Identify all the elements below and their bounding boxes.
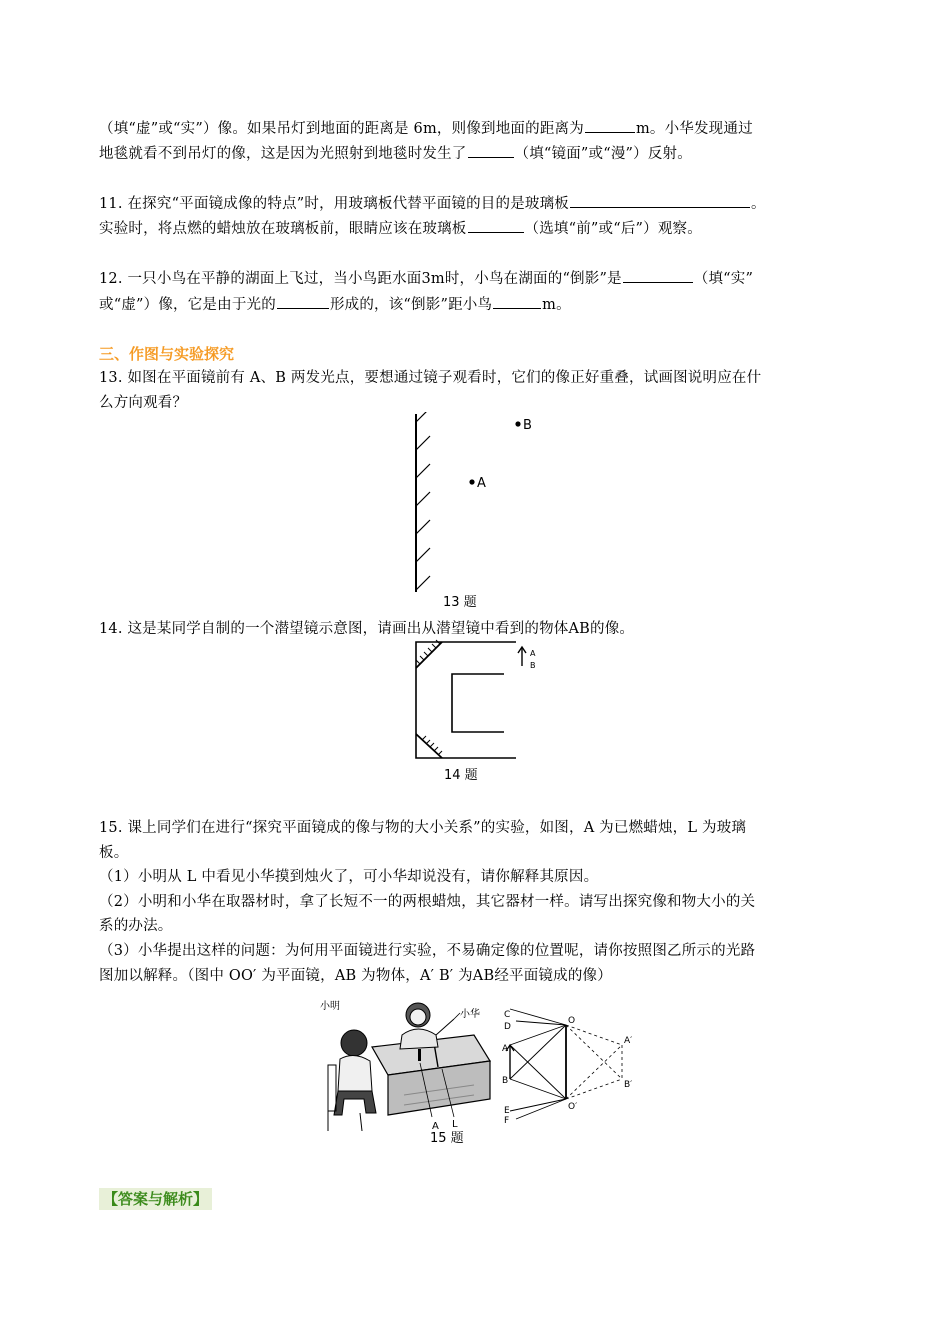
- q15-ray-f: F: [504, 1116, 510, 1125]
- q10-blank-reflection[interactable]: [468, 143, 514, 158]
- q12-blank-type[interactable]: [623, 268, 693, 283]
- section-title: 三、作图与实验探究: [99, 345, 235, 363]
- q15-label-xiaoming: 小明: [320, 1001, 340, 1012]
- q13-figure: [395, 412, 555, 612]
- q11-blank-purpose[interactable]: [570, 193, 750, 208]
- q15-line3: （1）小明从 L 中看见小华摸到烛火了，可小华却说没有，请你解释其原因。: [99, 869, 599, 885]
- q12-line2: 或“虚”）像，它是由于光的 形成的，该“倒影”距小鸟 m。: [99, 294, 571, 315]
- q14-label-a: A: [530, 649, 536, 658]
- q15-obj-a: A: [502, 1044, 509, 1054]
- q11-line2: 实验时，将点燃的蜡烛放在玻璃板前，眼睛应该在玻璃板 （选填“前”或“后”）观察。: [99, 218, 702, 239]
- q12-blank-distance[interactable]: [493, 294, 541, 309]
- q13-label-b: B: [523, 418, 532, 433]
- q15-xiaoming-body: [338, 1055, 372, 1091]
- q14-line1: 14. 这是某同学自制的一个潜望镜示意图，请画出从潜望镜中看到的物体AB的像。: [99, 621, 635, 637]
- q15-ray-c: C: [504, 1010, 511, 1020]
- q15-label-xiaohua: 小华: [460, 1009, 480, 1020]
- q13-caption: 13 题: [443, 595, 477, 610]
- q14-inner-tube: [452, 674, 504, 732]
- q12-line1: 12. 一只小鸟在平静的湖面上飞过，当小鸟距水面3m时，小鸟在湖面的“倒影”是 （填“实”: [99, 268, 753, 289]
- q14-caption: 14 题: [444, 768, 478, 783]
- q15-obj-b: B: [502, 1076, 509, 1086]
- q14-outer-tube: [416, 642, 516, 758]
- q15-label-l: L: [452, 1119, 458, 1130]
- q14-top-mirror-hatching: [416, 640, 440, 664]
- q15-xiaohua-body: [400, 1029, 438, 1049]
- q15-chair: [328, 1065, 336, 1111]
- q15-img-a: A′: [624, 1036, 633, 1046]
- q15-line1: 15. 课上同学们在进行“探究平面镜成的像与物的大小关系”的实验，如图，A 为已燃蜡烛，L 为玻璃: [99, 820, 747, 836]
- answer-section-title: 【答案与解析】: [99, 1188, 212, 1210]
- q10-blank-distance[interactable]: [585, 118, 635, 133]
- q15-line4: （2）小明和小华在取器材时，拿了长短不一的两根蜡烛，其它器材一样。请写出探究像和物大小的关: [99, 894, 756, 910]
- q15-line5: 系的办法。: [99, 918, 173, 934]
- q13-line2: 么方向观看？: [99, 395, 188, 411]
- q15-ray-diagram: [496, 1007, 646, 1125]
- q15-line7: 图加以解释。（图中 OO′ 为平面镜，AB 为物体，A′ B′ 为AB经平面镜成的像）: [99, 968, 612, 984]
- q13-point-a: [469, 479, 474, 484]
- q15-virtual-rays: [566, 1025, 622, 1099]
- q13-mirror-hatching: [416, 412, 430, 590]
- q10-line1: （填“虚”或“实”）像。如果吊灯到地面的距离是 6m，则像到地面的距离为 m。小华发现通过: [99, 118, 753, 139]
- q12-blank-phenomenon[interactable]: [277, 294, 329, 309]
- q14-bottom-mirror-hatching: [422, 736, 442, 755]
- q13-label-a: A: [477, 476, 486, 491]
- q15-xiaoming-head: [341, 1030, 367, 1056]
- q10-line2: 地毯就看不到吊灯的像，这是因为光照射到地毯时发生了 （填“镜面”或“漫”）反射。: [99, 143, 692, 164]
- q15-line6: （3）小华提出这样的问题：为何用平面镜进行实验，不易确定像的位置呢，请你按照图乙所示的光路: [99, 943, 756, 959]
- q15-candle: [418, 1049, 421, 1061]
- q15-incident-rays: [510, 1009, 566, 1119]
- q15-ray-d: D: [504, 1022, 511, 1032]
- q11-blank-side[interactable]: [468, 218, 524, 233]
- q15-mirror-o: O: [568, 1016, 576, 1026]
- q15-mirror-o2: O′: [568, 1102, 578, 1112]
- q15-img-b: B′: [624, 1080, 633, 1090]
- q11-line1: 11. 在探究“平面镜成像的特点”时，用玻璃板代替平面镜的目的是玻璃板 。: [99, 193, 766, 214]
- q14-periscope-figure: [410, 636, 550, 766]
- q14-label-b: B: [530, 661, 536, 670]
- q13-line1: 13. 如图在平面镜前有 A、B 两发光点，要想通过镜子观看时，它们的像正好重叠，试画图说明应在什: [99, 370, 762, 386]
- q15-ray-e: E: [504, 1106, 510, 1116]
- q15-label-a: A: [432, 1121, 439, 1132]
- q15-caption: 15 题: [430, 1131, 464, 1146]
- q15-classroom-illustration: [314, 995, 494, 1137]
- q15-line2: 板。: [99, 845, 129, 861]
- q13-point-b: [515, 421, 520, 426]
